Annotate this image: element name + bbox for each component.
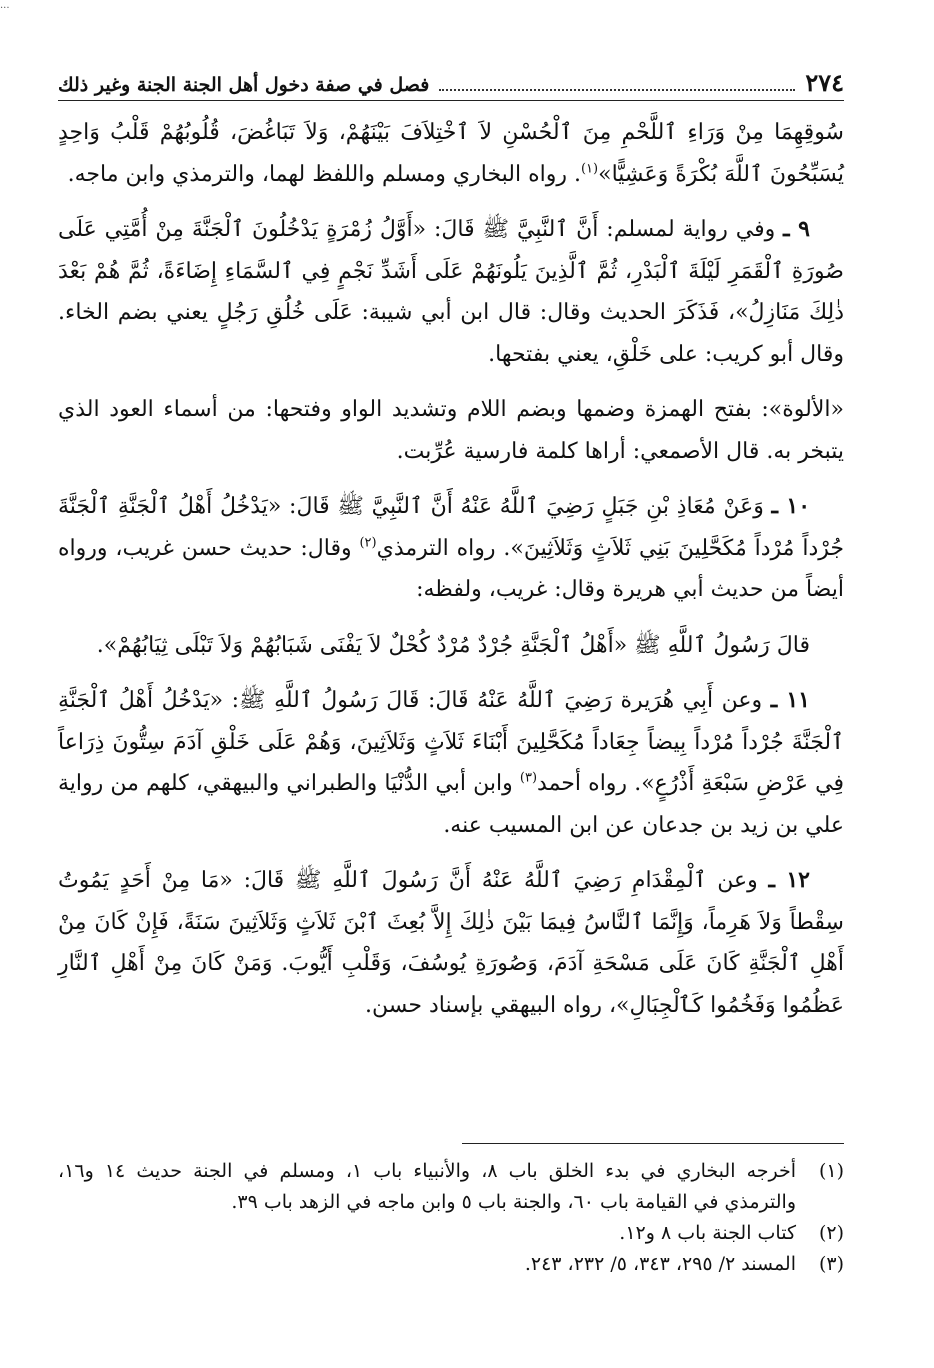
paragraph-text: سُوقِهِمَا مِنْ وَرَاءِ ٱللَّحْمِ مِنَ ٱلْحُسْنِ لاَ ٱخْتِلاَفَ بَيْنَهُمْ، وَلاَ تَبَاغُضَ، قُلُوبُهُمْ قَلْبُ وَاحِدٍ يُسَبِّحُونَ ٱللَّهَ بُكْرَةً وَعَشِيًّا» bbox=[58, 120, 844, 187]
footnote-ref: (٢) bbox=[359, 535, 377, 551]
footnote-mark: (٣) bbox=[818, 1253, 844, 1275]
footnotes bbox=[58, 1156, 844, 1280]
hadith-11 bbox=[58, 680, 844, 846]
paragraph-tail: وقال: حديث حسن غريب، ورواه أيضاً من حديث أبي هريرة وقال: غريب، ولفظه: bbox=[58, 535, 844, 602]
paragraph-text: وفي رواية لمسلم: أَنَّ ٱلنَّبِيَّ ﷺ قَالَ: «أَوَّلُ زُمْرَةٍ يَدْخُلُونَ ٱلْجَنَّةَ مِنْ أُمَّتِي عَلَى صُورَةِ ٱلْقَمَرِ لَيْلَةَ ٱلْبَدْرِ، ثُمَّ ٱلَّذِينَ يَلُونَهُمْ عَلَى أَشَدِّ نَجْمٍ فِي ٱلسَّمَاءِ إِضَاءَةً، ثُمَّ هُمْ بَعْدَ ذٰلِكَ مَنَازِلُ»، فَذَكَرَ الحديث وقال: قال ابن أبي شيبة: عَلَى خُلُقِ رَجُلٍ يعني بضم الخاء. وقال أبو كريب: على خَلْقِ، يعني بفتحها. bbox=[58, 217, 844, 367]
footnote-separator bbox=[462, 1143, 844, 1144]
paragraph-tail: وابن أبي الدُّنْيَا والطبراني والبيهقي، كلهم من رواية علي بن زيد بن جدعان عن ابن المسيب عنه. bbox=[58, 771, 844, 838]
paragraph-continuation bbox=[58, 112, 844, 195]
footnote-text: أخرجه البخاري في بدء الخلق باب ٨، والأنبياء باب ١، ومسلم في الجنة حديث ١٤ و١٦، والترمذي في القيامة باب ٦٠، والجنة باب ٥ وابن ماجه في الزهد باب ٣٩. bbox=[58, 1160, 797, 1213]
main-text bbox=[58, 112, 844, 1040]
hadith-number: ١٠ ـ bbox=[771, 493, 811, 519]
paragraph-text: قالَ رَسُولُ ٱللَّهِ ﷺ «أَهْلُ ٱلْجَنَّةِ جُرْدٌ مُرْدٌ كُحْلٌ لاَ يَفْنَى شَبَابُهُمْ وَلاَ تَبْلَى ثِيَابُهُمْ». bbox=[96, 632, 810, 658]
footnote-text: المسند ٢/ ٢٩٥، ٣٤٣، ٥/ ٢٣٢، ٢٤٣. bbox=[524, 1253, 796, 1275]
paragraph-tail: . رواه البخاري ومسلم واللفظ لهما، والترمذي وابن ماجه. bbox=[67, 161, 581, 187]
paragraph-text: وعن أَبِي هُرَيرة رَضِيَ ٱللَّهُ عَنْهُ قَالَ: قَالَ رَسُولُ ٱللَّهِ ﷺ: «يَدْخُلُ أَهْلُ ٱلْجَنَّةِ ٱلْجَنَّةَ جُرْداً مُرْداً بِيضاً جِعَاداً مُكَحَّلِينَ أَبْنَاءَ ثَلاَثٍ وَثَلاَثِينَ، وَهُمْ عَلَى خَلْقِ آدَمَ سِتُّونَ ذِرَاعاً فِي عَرْضِ سَبْعَةِ أَذْرُعٍ». رواه أحمد bbox=[58, 688, 844, 796]
footnote-ref: (١) bbox=[580, 161, 599, 177]
page-number: ٢٧٤ bbox=[805, 68, 844, 97]
paragraph-text: وَعَنْ مُعَاذِ بْنِ جَبَلٍ رَضِيَ ٱللَّهُ عَنْهُ أَنَّ ٱلنَّبِيَّ ﷺ قَالَ: «يَدْخُلُ أَهْلُ ٱلْجَنَّةِ ٱلْجَنَّةَ جُرْداً مُرْداً مُكَحَّلِينَ بَنِي ثَلاَثٍ وَثَلاَثِينَ». رواه الترمذي bbox=[58, 494, 844, 561]
hadith-number: ١١ ـ bbox=[770, 687, 810, 713]
footnote-mark: (٢) bbox=[818, 1222, 844, 1244]
footnote-text: كتاب الجنة باب ٨ و١٢. bbox=[619, 1222, 796, 1244]
gloss-paragraph bbox=[58, 389, 844, 472]
running-title: فصل في صفة دخول أهل الجنة الجنة وغير ذلك bbox=[58, 74, 430, 96]
hadith-9 bbox=[58, 209, 844, 375]
quoted-hadith bbox=[58, 625, 844, 667]
paragraph-text: وعن ٱلْمِقْدَامِ رَضِيَ ٱللَّهُ عَنْهُ أَنَّ رَسُولَ ٱللَّهِ ﷺ قَالَ: «مَا مِنْ أَحَدٍ يَمُوتُ سِقْطاً وَلاَ هَرِماً، وَإِنَّمَا ٱلنَّاسُ فِيمَا بَيْنَ ذٰلِكَ إِلاَّ بُعِثَ ٱبْنَ ثَلاَثٍ وَثَلاَثِينَ سَنَةً، فَإِنْ كَانَ مِنْ أَهْلِ ٱلْجَنَّةِ كَانَ عَلَى مَسْحَةِ آدَمَ، وَصُورَةِ يُوسُفَ، وَقَلْبِ أَيُّوبَ. وَمَنْ كَانَ مِنْ أَهْلِ ٱلنَّارِ عَظُمُوا وَفَخُمُوا كَٱلْجِبَالِ»، رواه البيهقي بإسناد حسن. bbox=[58, 868, 844, 1018]
footnote-ref: (٣) bbox=[519, 770, 538, 786]
paragraph-text: «الألوة»: بفتح الهمزة وضمها وبضم اللام وتشديد الواو وفتحها: من أسماء العود الذي يتبخر به. قال الأصمعي: أراها كلمة فارسية عُرِّبت. bbox=[58, 397, 844, 464]
hadith-10 bbox=[58, 486, 844, 611]
dot-leader bbox=[439, 89, 795, 91]
footnote-1 bbox=[58, 1156, 844, 1218]
running-header bbox=[58, 64, 844, 101]
hadith-number: ٩ ـ bbox=[783, 216, 810, 242]
footnote-mark: (١) bbox=[818, 1160, 844, 1182]
footnote-3 bbox=[58, 1249, 844, 1280]
footnote-2 bbox=[58, 1218, 844, 1249]
scan-artifact: ... bbox=[0, 0, 10, 11]
hadith-12 bbox=[58, 860, 844, 1026]
hadith-number: ١٢ ـ bbox=[768, 867, 810, 893]
